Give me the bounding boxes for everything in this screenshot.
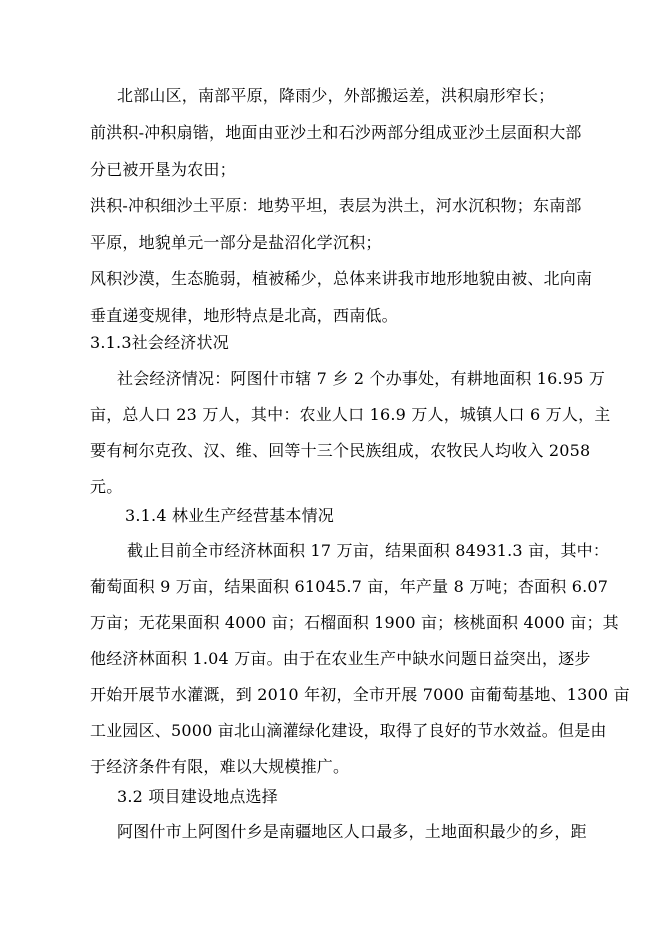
paragraph-line: 亩，总人口 23 万人，其中：农业人口 16.9 万人，城镇人口 6 万人，主 bbox=[90, 405, 611, 424]
paragraph-line: 万亩；无花果面积 4000 亩；石榴面积 1900 亩；核桃面积 4000 亩；其 bbox=[90, 613, 619, 632]
paragraph-line: 前洪积-冲积扇锴，地面由亚沙土和石沙两部分组成亚沙土层面积大部 bbox=[90, 123, 582, 142]
paragraph-line: 要有柯尔克孜、汉、维、回等十三个民族组成，农牧民人均收入 2058 bbox=[90, 441, 591, 460]
paragraph-line: 洪积-冲积细沙土平原：地势平坦，表层为洪土，河水沉积物；东南部 bbox=[90, 196, 582, 215]
paragraph-line: 开始开展节水灌溉，到 2010 年初，全市开展 7000 亩葡萄基地、1300 亩 bbox=[90, 685, 630, 704]
paragraph-line: 社会经济情况：阿图什市辖 7 乡 2 个办事处，有耕地面积 16.95 万 bbox=[117, 369, 606, 388]
paragraph-line: 工业园区、5000 亩北山滴灌绿化建设，取得了良好的节水效益。但是由 bbox=[90, 721, 607, 740]
paragraph-line: 垂直递变规律，地形特点是北高，西南低。 bbox=[90, 306, 398, 325]
paragraph-line: 分已被开垦为农田； bbox=[90, 160, 236, 179]
paragraph-line: 他经济林面积 1.04 万亩。由于在农业生产中缺水问题日益突出，逐步 bbox=[90, 649, 591, 668]
paragraph-line: 元。 bbox=[90, 477, 123, 496]
paragraph-line: 于经济条件有限，难以大规模推广。 bbox=[90, 757, 350, 776]
paragraph-line: 平原，地貌单元一部分是盐沼化学沉积； bbox=[90, 233, 382, 252]
section-heading-3-2: 3.2 项目建设地点选择 bbox=[117, 787, 278, 806]
paragraph-line: 北部山区，南部平原，降雨少，外部搬运差，洪积扇形窄长； bbox=[117, 86, 555, 105]
paragraph-line: 截止目前全市经济林面积 17 万亩，结果面积 84931.3 亩，其中： bbox=[127, 541, 610, 560]
section-heading-3-1-3: 3.1.3社会经济状况 bbox=[90, 333, 229, 352]
paragraph-line: 阿图什市上阿图什乡是南疆地区人口最多，土地面积最少的乡，距 bbox=[117, 822, 587, 841]
section-heading-3-1-4: 3.1.4 林业生产经营基本情况 bbox=[125, 506, 334, 525]
paragraph-line: 葡萄面积 9 万亩，结果面积 61045.7 亩，年产量 8 万吨；杏面积 6.07 bbox=[90, 577, 609, 596]
paragraph-line: 风积沙漠，生态脆弱，植被稀少，总体来讲我市地形地貌由被、北向南 bbox=[90, 269, 593, 288]
